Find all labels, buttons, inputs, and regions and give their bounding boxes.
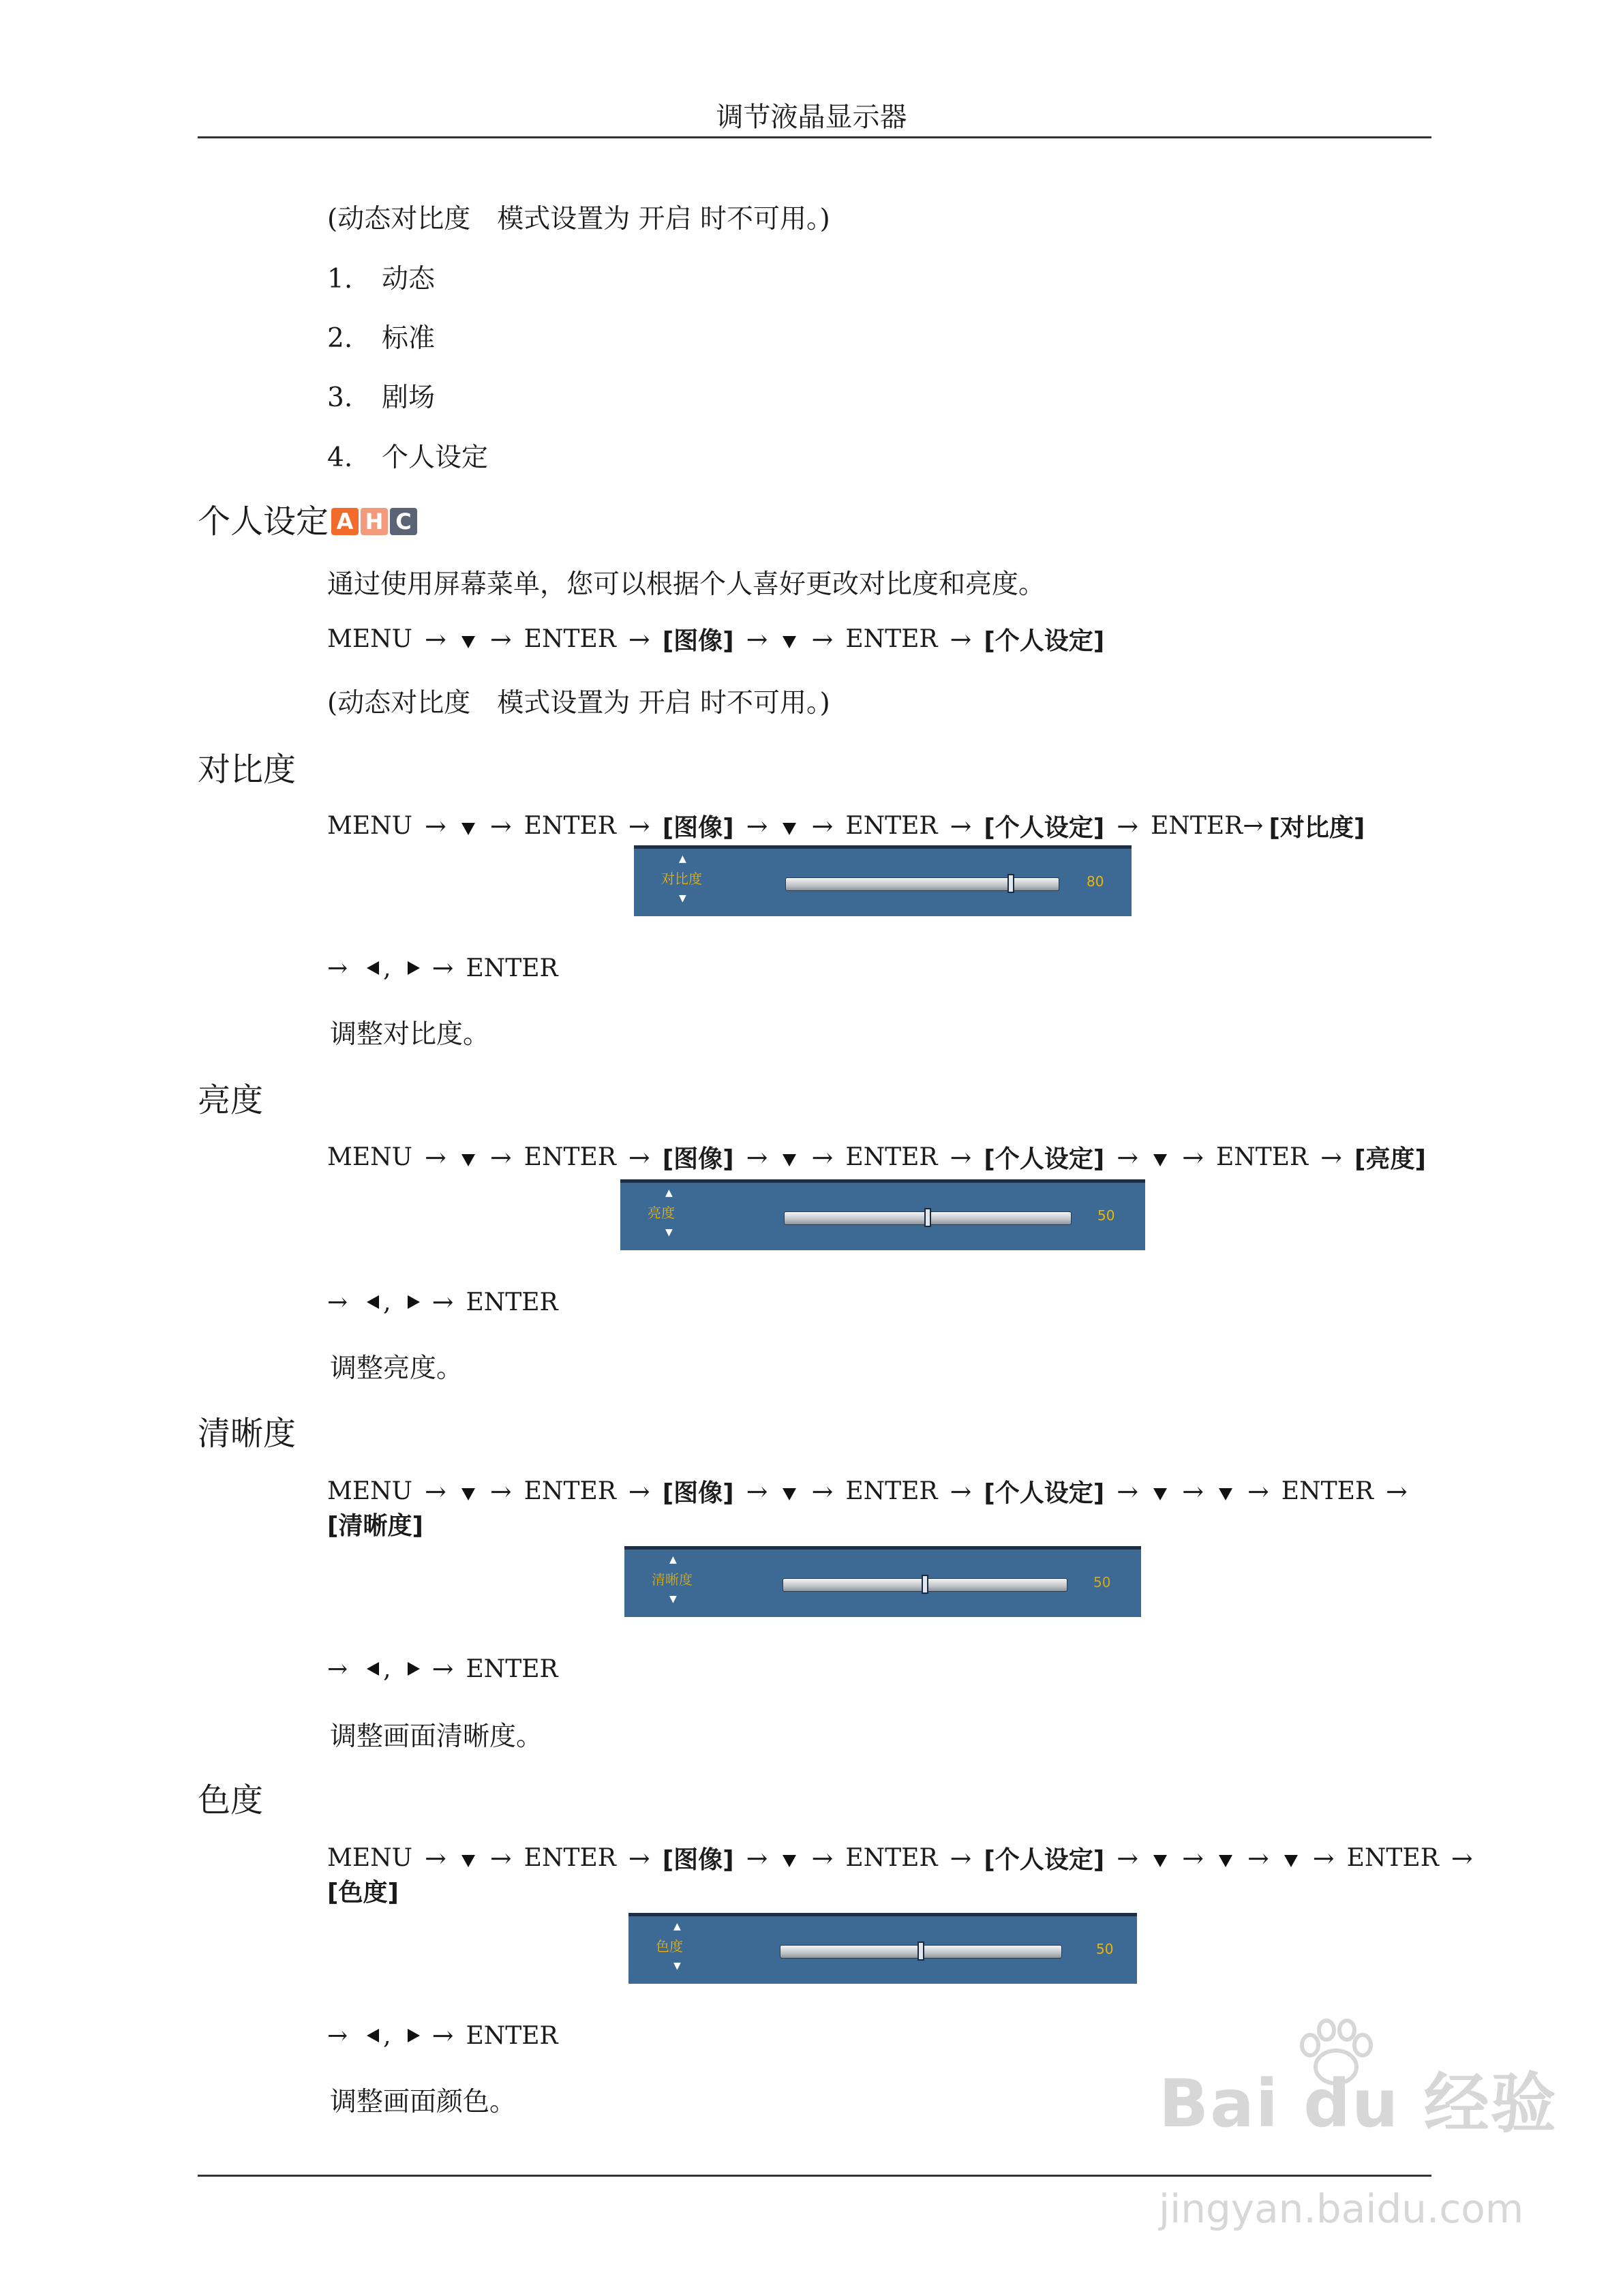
menu-path-custom: MENU → → ENTER → [图像] → → ENTER → [个人设定] (327, 624, 1105, 655)
osd-slider-thumb[interactable] (917, 1942, 924, 1961)
custom-description: 通过使用屏幕菜单，您可以根据个人喜好更改对比度和亮度。 (327, 569, 1046, 600)
down-arrow-icon (783, 1488, 796, 1500)
osd-brightness-panel (620, 1179, 1145, 1250)
menu-path-brightness: MENU → → ENTER → [图像] → → ENTER → [个人设定] → → ENTER → [亮度] (327, 1142, 1426, 1173)
intro-note: (动态对比度 模式设置为 开启 时不可用。) (327, 204, 830, 235)
osd-value: 50 (1096, 1941, 1114, 1957)
down-arrow-icon (1219, 1855, 1232, 1867)
down-arrow-icon (1153, 1488, 1167, 1500)
watermark-url: jingyan.baidu.com (1159, 2186, 1524, 2232)
osd-value: 80 (1087, 873, 1104, 890)
osd-label: 对比度 (661, 871, 702, 887)
footer-rule (198, 2175, 1431, 2177)
up-arrow-icon: ▲ (679, 854, 686, 864)
adjust-path-contrast: → , → ENTER (327, 953, 558, 983)
sharpness-description: 调整画面清晰度。 (330, 1721, 543, 1752)
down-arrow-icon (461, 1154, 475, 1166)
osd-label: 色度 (656, 1938, 683, 1954)
section-title-color: 色度 (198, 1781, 264, 1819)
osd-label: 清晰度 (652, 1571, 693, 1588)
down-arrow-icon (783, 1154, 796, 1166)
section-title-brightness: 亮度 (198, 1081, 264, 1119)
osd-contrast-panel (634, 845, 1132, 916)
osd-slider-thumb[interactable] (924, 1208, 931, 1227)
header-rule (198, 136, 1431, 138)
down-arrow-icon: ▼ (665, 1227, 673, 1238)
paw-icon (1295, 2018, 1377, 2096)
down-arrow-icon: ▼ (673, 1961, 681, 1972)
osd-slider-track[interactable] (780, 1945, 1062, 1959)
up-arrow-icon: ▲ (669, 1554, 677, 1565)
list-item: 3. 剧场 (327, 382, 436, 413)
list-item: 2. 标准 (327, 323, 436, 354)
down-arrow-icon (783, 1855, 796, 1867)
down-arrow-icon (461, 636, 475, 648)
osd-slider-thumb[interactable] (922, 1575, 928, 1594)
menu-path-contrast: MENU → → ENTER → [图像] → → ENTER → [个人设定] → ENTER→ [对比度] (327, 811, 1365, 842)
menu-path-color-target: [色度] (327, 1879, 399, 1907)
osd-sharpness-panel (624, 1546, 1141, 1617)
page-header-title: 调节液晶显示器 (716, 102, 907, 133)
list-item: 1. 动态 (327, 264, 436, 294)
osd-slider-track[interactable] (784, 1211, 1072, 1225)
section-title-contrast: 对比度 (198, 751, 297, 789)
menu-path-sharpness: MENU → → ENTER → [图像] → → ENTER → [个人设定] → → → ENTER → (327, 1476, 1408, 1507)
up-arrow-icon: ▲ (673, 1921, 681, 1932)
osd-color-panel (628, 1913, 1137, 1984)
adjust-path-color: → , → ENTER (327, 2021, 558, 2051)
brightness-description: 调整亮度。 (330, 1353, 464, 1384)
contrast-description: 调整对比度。 (330, 1019, 490, 1050)
baidu-watermark-logo: Bai du 经验 (1159, 2066, 1558, 2142)
left-arrow-icon (367, 1295, 379, 1309)
left-arrow-icon (367, 1662, 379, 1676)
right-arrow-icon (408, 2029, 420, 2042)
right-arrow-icon (408, 1295, 420, 1309)
right-arrow-icon (408, 961, 420, 975)
osd-value: 50 (1093, 1574, 1111, 1590)
list-item: 4. 个人设定 (327, 442, 489, 473)
adjust-path-sharpness: → , → ENTER (327, 1654, 558, 1684)
osd-slider-track[interactable] (785, 877, 1059, 891)
down-arrow-icon (461, 823, 475, 835)
osd-label: 亮度 (648, 1205, 675, 1221)
left-arrow-icon (367, 961, 379, 975)
osd-value: 50 (1097, 1207, 1115, 1224)
section-title-sharpness: 清晰度 (198, 1415, 297, 1453)
ahc-badge-icon: A H C (331, 508, 417, 535)
down-arrow-icon (1153, 1855, 1167, 1867)
down-arrow-icon: ▼ (679, 893, 686, 904)
down-arrow-icon (783, 823, 796, 835)
right-arrow-icon (408, 1662, 420, 1676)
custom-note: (动态对比度 模式设置为 开启 时不可用。) (327, 688, 830, 719)
down-arrow-icon (1284, 1855, 1298, 1867)
up-arrow-icon: ▲ (665, 1188, 673, 1198)
down-arrow-icon (461, 1488, 475, 1500)
down-arrow-icon (783, 636, 796, 648)
menu-path-color: MENU → → ENTER → [图像] → → ENTER → [个人设定] → → → → ENTER → (327, 1843, 1473, 1874)
adjust-path-brightness: → , → ENTER (327, 1287, 558, 1317)
section-title-custom: 个人设定 A H C (198, 495, 417, 542)
down-arrow-icon (1153, 1154, 1167, 1166)
down-arrow-icon (1219, 1488, 1232, 1500)
osd-slider-track[interactable] (783, 1578, 1067, 1592)
left-arrow-icon (367, 2029, 379, 2042)
color-description: 调整画面颜色。 (330, 2087, 517, 2117)
osd-slider-thumb[interactable] (1007, 874, 1014, 893)
menu-path-sharpness-target: [清晰度] (327, 1512, 423, 1540)
down-arrow-icon (461, 1855, 475, 1867)
down-arrow-icon: ▼ (669, 1594, 677, 1605)
